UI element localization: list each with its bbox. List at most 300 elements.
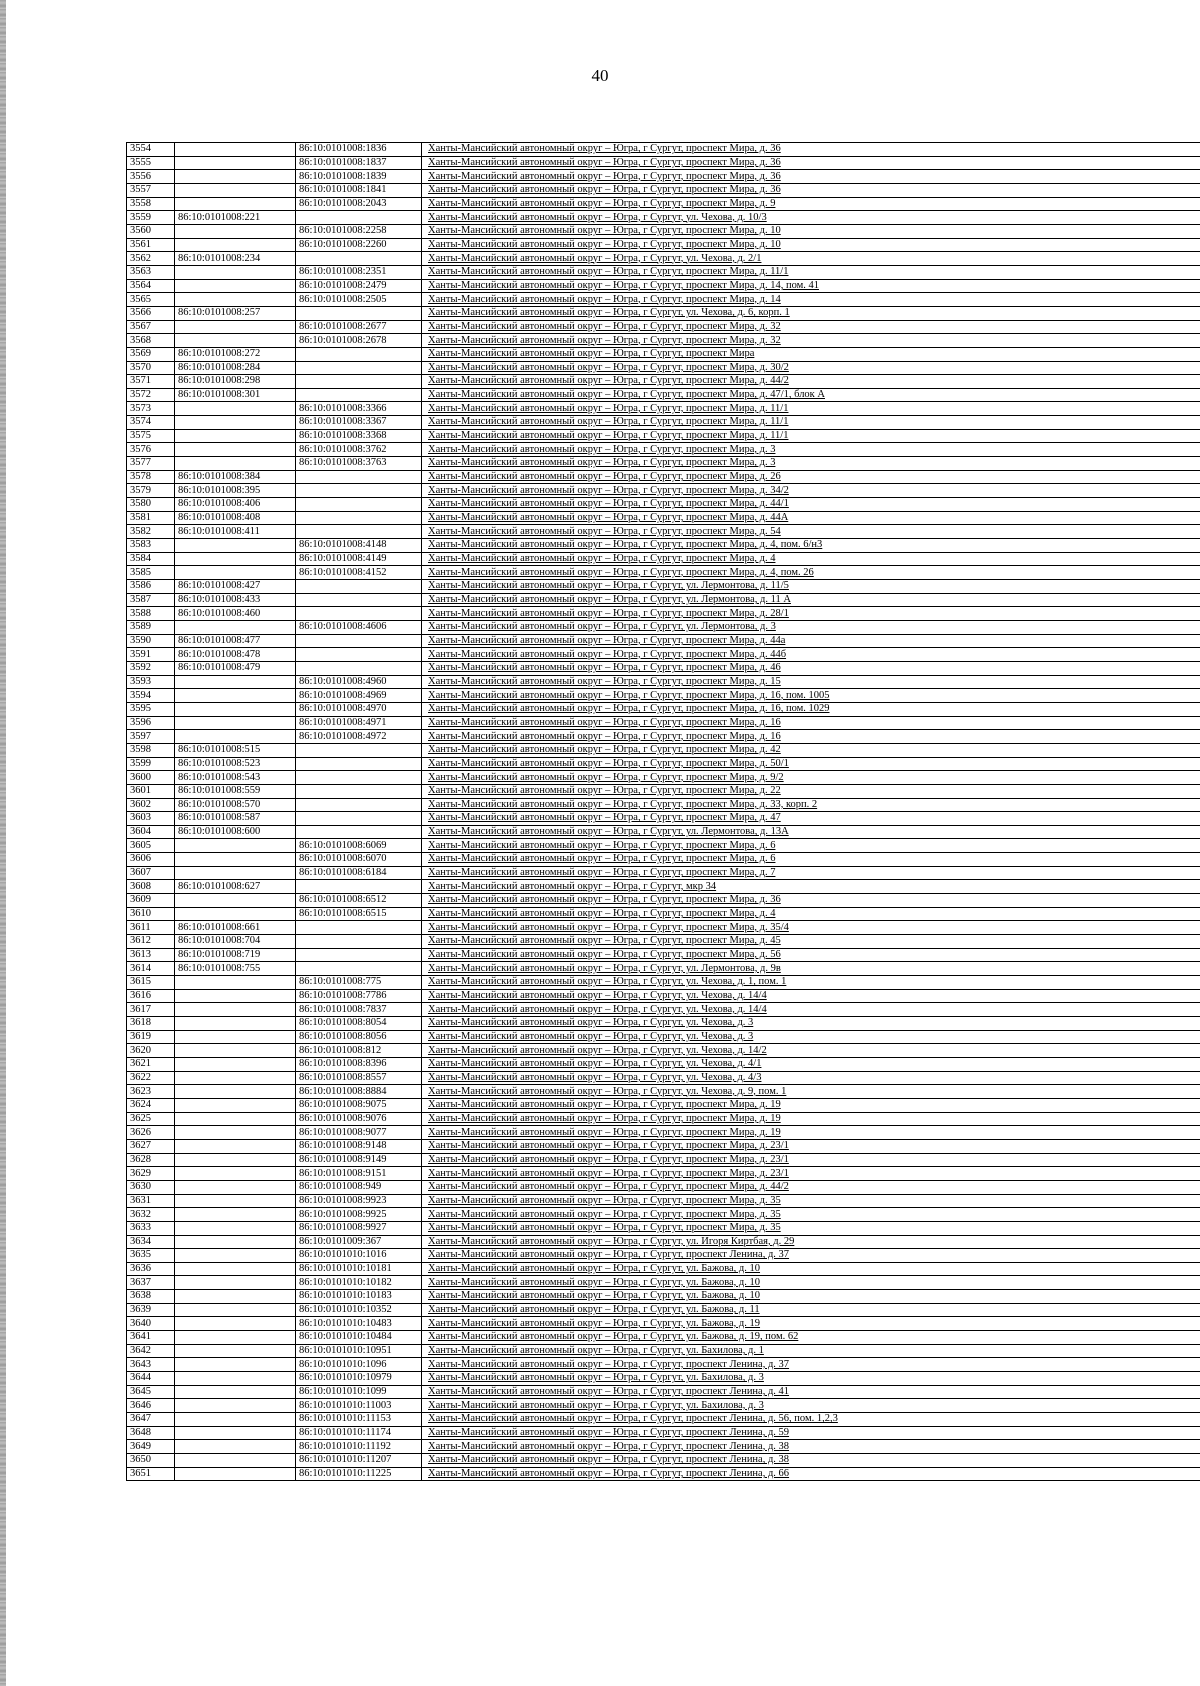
table-row (127, 1153, 1200, 1167)
cadastral-table (126, 142, 1200, 1481)
address: Ханты-Мансийский автономный округ – Югра, г Сургут, проспект Мира, д. 46 (422, 661, 1200, 675)
address: Ханты-Мансийский автономный округ – Югра, г Сургут, ул. Лермонтова, д. 11 А (422, 593, 1200, 607)
land-cadastral-number (175, 1385, 296, 1399)
table-row (127, 1003, 1200, 1017)
table-row (127, 812, 1200, 826)
object-cadastral-number (296, 784, 422, 798)
object-cadastral-number: 86:10:0101008:9149 (296, 1153, 422, 1167)
land-cadastral-number (175, 224, 296, 238)
row-number: 3620 (127, 1044, 175, 1058)
land-cadastral-number (175, 183, 296, 197)
land-cadastral-number (175, 1454, 296, 1468)
address: Ханты-Мансийский автономный округ – Югра, г Сургут, проспект Мира, д. 44/2 (422, 375, 1200, 389)
land-cadastral-number (175, 1030, 296, 1044)
row-number: 3570 (127, 361, 175, 375)
table-row (127, 265, 1200, 279)
table-row (127, 580, 1200, 594)
row-number: 3595 (127, 702, 175, 716)
land-cadastral-number: 86:10:0101008:719 (175, 948, 296, 962)
row-number: 3644 (127, 1372, 175, 1386)
address: Ханты-Мансийский автономный округ – Югра, г Сургут, проспект Мира, д. 35 (422, 1208, 1200, 1222)
land-cadastral-number (175, 1139, 296, 1153)
land-cadastral-number (175, 1249, 296, 1263)
address: Ханты-Мансийский автономный округ – Югра, г Сургут, проспект Ленина, д. 38 (422, 1454, 1200, 1468)
land-cadastral-number (175, 197, 296, 211)
address: Ханты-Мансийский автономный округ – Югра, г Сургут, проспект Мира, д. 15 (422, 675, 1200, 689)
land-cadastral-number: 86:10:0101008:427 (175, 580, 296, 594)
object-cadastral-number: 86:10:0101008:7837 (296, 1003, 422, 1017)
address: Ханты-Мансийский автономный округ – Югра, г Сургут, проспект Мира, д. 44б (422, 648, 1200, 662)
address: Ханты-Мансийский автономный округ – Югра, г Сургут, проспект Мира, д. 9/2 (422, 771, 1200, 785)
land-cadastral-number: 86:10:0101008:570 (175, 798, 296, 812)
table-row (127, 306, 1200, 320)
table-row (127, 1098, 1200, 1112)
table-row (127, 1057, 1200, 1071)
address: Ханты-Мансийский автономный округ – Югра, г Сургут, ул. Чехова, д. 2/1 (422, 252, 1200, 266)
land-cadastral-number (175, 1303, 296, 1317)
address: Ханты-Мансийский автономный округ – Югра, г Сургут, проспект Мира, д. 3 (422, 457, 1200, 471)
land-cadastral-number: 86:10:0101008:478 (175, 648, 296, 662)
address: Ханты-Мансийский автономный округ – Югра, г Сургут, проспект Мира, д. 44А (422, 511, 1200, 525)
object-cadastral-number: 86:10:0101010:1016 (296, 1249, 422, 1263)
table-row (127, 634, 1200, 648)
row-number: 3647 (127, 1413, 175, 1427)
row-number: 3617 (127, 1003, 175, 1017)
row-number: 3623 (127, 1085, 175, 1099)
object-cadastral-number: 86:10:0101008:7786 (296, 989, 422, 1003)
land-cadastral-number (175, 1290, 296, 1304)
row-number: 3594 (127, 689, 175, 703)
object-cadastral-number (296, 361, 422, 375)
row-number: 3554 (127, 143, 175, 157)
table-row (127, 224, 1200, 238)
table-row (127, 279, 1200, 293)
object-cadastral-number (296, 825, 422, 839)
address: Ханты-Мансийский автономный округ – Югра, г Сургут, проспект Мира, д. 47 (422, 812, 1200, 826)
land-cadastral-number (175, 265, 296, 279)
object-cadastral-number: 86:10:0101008:8054 (296, 1017, 422, 1031)
object-cadastral-number: 86:10:0101008:9148 (296, 1139, 422, 1153)
row-number: 3590 (127, 634, 175, 648)
table-row (127, 989, 1200, 1003)
row-number: 3583 (127, 539, 175, 553)
table-row (127, 511, 1200, 525)
land-cadastral-number: 86:10:0101008:523 (175, 757, 296, 771)
object-cadastral-number: 86:10:0101008:9075 (296, 1098, 422, 1112)
object-cadastral-number: 86:10:0101009:367 (296, 1235, 422, 1249)
land-cadastral-number: 86:10:0101008:284 (175, 361, 296, 375)
land-cadastral-number: 86:10:0101008:587 (175, 812, 296, 826)
land-cadastral-number (175, 429, 296, 443)
row-number: 3562 (127, 252, 175, 266)
land-cadastral-number (175, 1358, 296, 1372)
object-cadastral-number: 86:10:0101008:3367 (296, 416, 422, 430)
address: Ханты-Мансийский автономный округ – Югра, г Сургут, проспект Мира, д. 19 (422, 1098, 1200, 1112)
land-cadastral-number: 86:10:0101008:433 (175, 593, 296, 607)
table-row (127, 416, 1200, 430)
row-number: 3579 (127, 484, 175, 498)
address: Ханты-Мансийский автономный округ – Югра, г Сургут, ул. Чехова, д. 6, корп. 1 (422, 306, 1200, 320)
address: Ханты-Мансийский автономный округ – Югра, г Сургут, проспект Мира, д. 26 (422, 470, 1200, 484)
address: Ханты-Мансийский автономный округ – Югра, г Сургут, проспект Мира, д. 19 (422, 1126, 1200, 1140)
object-cadastral-number: 86:10:0101008:2351 (296, 265, 422, 279)
land-cadastral-number (175, 539, 296, 553)
object-cadastral-number (296, 634, 422, 648)
address: Ханты-Мансийский автономный округ – Югра, г Сургут, проспект Мира, д. 19 (422, 1112, 1200, 1126)
table-row (127, 1385, 1200, 1399)
object-cadastral-number: 86:10:0101008:6512 (296, 894, 422, 908)
object-cadastral-number (296, 347, 422, 361)
row-number: 3641 (127, 1331, 175, 1345)
row-number: 3630 (127, 1180, 175, 1194)
object-cadastral-number (296, 812, 422, 826)
land-cadastral-number (175, 1003, 296, 1017)
row-number: 3578 (127, 470, 175, 484)
table-row (127, 170, 1200, 184)
row-number: 3563 (127, 265, 175, 279)
address: Ханты-Мансийский автономный округ – Югра, г Сургут, ул. Бажова, д. 10 (422, 1262, 1200, 1276)
land-cadastral-number (175, 716, 296, 730)
object-cadastral-number: 86:10:0101008:1839 (296, 170, 422, 184)
object-cadastral-number (296, 525, 422, 539)
table-row (127, 1440, 1200, 1454)
row-number: 3582 (127, 525, 175, 539)
row-number: 3556 (127, 170, 175, 184)
table-row (127, 552, 1200, 566)
row-number: 3555 (127, 156, 175, 170)
object-cadastral-number (296, 607, 422, 621)
table-row (127, 1303, 1200, 1317)
object-cadastral-number: 86:10:0101008:1841 (296, 183, 422, 197)
address: Ханты-Мансийский автономный округ – Югра, г Сургут, проспект Мира, д. 45 (422, 935, 1200, 949)
table-row (127, 1317, 1200, 1331)
land-cadastral-number: 86:10:0101008:661 (175, 921, 296, 935)
land-cadastral-number (175, 853, 296, 867)
object-cadastral-number (296, 580, 422, 594)
row-number: 3602 (127, 798, 175, 812)
land-cadastral-number (175, 143, 296, 157)
object-cadastral-number: 86:10:0101008:3368 (296, 429, 422, 443)
object-cadastral-number: 86:10:0101010:10483 (296, 1317, 422, 1331)
land-cadastral-number: 86:10:0101008:234 (175, 252, 296, 266)
land-cadastral-number: 86:10:0101008:515 (175, 743, 296, 757)
row-number: 3631 (127, 1194, 175, 1208)
land-cadastral-number (175, 1167, 296, 1181)
land-cadastral-number (175, 1085, 296, 1099)
object-cadastral-number (296, 484, 422, 498)
address: Ханты-Мансийский автономный округ – Югра, г Сургут, проспект Мира, д. 35 (422, 1221, 1200, 1235)
table-row (127, 566, 1200, 580)
row-number: 3586 (127, 580, 175, 594)
address: Ханты-Мансийский автономный округ – Югра, г Сургут, ул. Лермонтова, д. 13А (422, 825, 1200, 839)
object-cadastral-number: 86:10:0101010:10484 (296, 1331, 422, 1345)
row-number: 3566 (127, 306, 175, 320)
address: Ханты-Мансийский автономный округ – Югра, г Сургут, проспект Мира, д. 4 (422, 552, 1200, 566)
row-number: 3592 (127, 661, 175, 675)
table-row (127, 252, 1200, 266)
address: Ханты-Мансийский автономный округ – Югра, г Сургут, проспект Мира, д. 4, пом. 6/н3 (422, 539, 1200, 553)
table-row (127, 1194, 1200, 1208)
address: Ханты-Мансийский автономный округ – Югра, г Сургут, ул. Бажова, д. 10 (422, 1276, 1200, 1290)
land-cadastral-number: 86:10:0101008:298 (175, 375, 296, 389)
address: Ханты-Мансийский автономный округ – Югра, г Сургут, проспект Мира, д. 23/1 (422, 1167, 1200, 1181)
row-number: 3626 (127, 1126, 175, 1140)
address: Ханты-Мансийский автономный округ – Югра, г Сургут, ул. Чехова, д. 14/4 (422, 989, 1200, 1003)
land-cadastral-number (175, 1180, 296, 1194)
row-number: 3589 (127, 620, 175, 634)
row-number: 3576 (127, 443, 175, 457)
land-cadastral-number (175, 839, 296, 853)
object-cadastral-number (296, 798, 422, 812)
address: Ханты-Мансийский автономный округ – Югра, г Сургут, проспект Мира (422, 347, 1200, 361)
row-number: 3597 (127, 730, 175, 744)
address: Ханты-Мансийский автономный округ – Югра, г Сургут, ул. Чехова, д. 14/2 (422, 1044, 1200, 1058)
table-row (127, 183, 1200, 197)
land-cadastral-number (175, 170, 296, 184)
address: Ханты-Мансийский автономный округ – Югра, г Сургут, ул. Чехова, д. 9, пом. 1 (422, 1085, 1200, 1099)
address: Ханты-Мансийский автономный округ – Югра, г Сургут, проспект Мира, д. 6 (422, 853, 1200, 867)
address: Ханты-Мансийский автономный округ – Югра, г Сургут, проспект Мира, д. 6 (422, 839, 1200, 853)
land-cadastral-number (175, 1440, 296, 1454)
address: Ханты-Мансийский автономный округ – Югра, г Сургут, ул. Бахилова, д. 3 (422, 1372, 1200, 1386)
row-number: 3636 (127, 1262, 175, 1276)
table-row (127, 143, 1200, 157)
object-cadastral-number: 86:10:0101010:11192 (296, 1440, 422, 1454)
table-row (127, 730, 1200, 744)
object-cadastral-number: 86:10:0101008:8396 (296, 1057, 422, 1071)
table-row (127, 880, 1200, 894)
object-cadastral-number: 86:10:0101010:11207 (296, 1454, 422, 1468)
object-cadastral-number: 86:10:0101010:11003 (296, 1399, 422, 1413)
table-row (127, 1030, 1200, 1044)
table-row (127, 375, 1200, 389)
row-number: 3627 (127, 1139, 175, 1153)
table-row (127, 361, 1200, 375)
address: Ханты-Мансийский автономный округ – Югра, г Сургут, проспект Мира, д. 23/1 (422, 1153, 1200, 1167)
table-body (127, 143, 1200, 1481)
address: Ханты-Мансийский автономный округ – Югра, г Сургут, проспект Мира, д. 28/1 (422, 607, 1200, 621)
land-cadastral-number (175, 1017, 296, 1031)
address: Ханты-Мансийский автономный округ – Югра, г Сургут, ул. Чехова, д. 14/4 (422, 1003, 1200, 1017)
object-cadastral-number (296, 306, 422, 320)
table-row (127, 648, 1200, 662)
row-number: 3642 (127, 1344, 175, 1358)
table-row (127, 784, 1200, 798)
land-cadastral-number (175, 1399, 296, 1413)
address: Ханты-Мансийский автономный округ – Югра, г Сургут, проспект Мира, д. 22 (422, 784, 1200, 798)
object-cadastral-number: 86:10:0101010:10979 (296, 1372, 422, 1386)
land-cadastral-number: 86:10:0101008:221 (175, 211, 296, 225)
address: Ханты-Мансийский автономный округ – Югра, г Сургут, проспект Мира, д. 56 (422, 948, 1200, 962)
land-cadastral-number (175, 1208, 296, 1222)
land-cadastral-number (175, 1317, 296, 1331)
object-cadastral-number: 86:10:0101008:6069 (296, 839, 422, 853)
address: Ханты-Мансийский автономный округ – Югра, г Сургут, проспект Мира, д. 16, пом. 1029 (422, 702, 1200, 716)
table-row (127, 470, 1200, 484)
table-row (127, 197, 1200, 211)
address: Ханты-Мансийский автономный округ – Югра, г Сургут, проспект Ленина, д. 37 (422, 1358, 1200, 1372)
table-row (127, 1235, 1200, 1249)
address: Ханты-Мансийский автономный округ – Югра, г Сургут, ул. Лермонтова, д. 9в (422, 962, 1200, 976)
address: Ханты-Мансийский автономный округ – Югра, г Сургут, проспект Мира, д. 44а (422, 634, 1200, 648)
table-row (127, 935, 1200, 949)
land-cadastral-number (175, 320, 296, 334)
table-row (127, 853, 1200, 867)
object-cadastral-number: 86:10:0101010:1096 (296, 1358, 422, 1372)
row-number: 3569 (127, 347, 175, 361)
table-row (127, 702, 1200, 716)
table-row (127, 484, 1200, 498)
land-cadastral-number (175, 402, 296, 416)
table-row (127, 347, 1200, 361)
row-number: 3639 (127, 1303, 175, 1317)
object-cadastral-number (296, 743, 422, 757)
land-cadastral-number: 86:10:0101008:627 (175, 880, 296, 894)
land-cadastral-number (175, 1126, 296, 1140)
row-number: 3608 (127, 880, 175, 894)
land-cadastral-number (175, 566, 296, 580)
object-cadastral-number (296, 511, 422, 525)
address: Ханты-Мансийский автономный округ – Югра, г Сургут, проспект Мира, д. 35/4 (422, 921, 1200, 935)
land-cadastral-number (175, 989, 296, 1003)
land-cadastral-number (175, 1426, 296, 1440)
land-cadastral-number (175, 1112, 296, 1126)
table-row (127, 1454, 1200, 1468)
table-row (127, 388, 1200, 402)
table-row (127, 1372, 1200, 1386)
land-cadastral-number (175, 1262, 296, 1276)
object-cadastral-number: 86:10:0101008:1837 (296, 156, 422, 170)
row-number: 3557 (127, 183, 175, 197)
object-cadastral-number: 86:10:0101010:10951 (296, 1344, 422, 1358)
object-cadastral-number: 86:10:0101008:4971 (296, 716, 422, 730)
object-cadastral-number: 86:10:0101008:812 (296, 1044, 422, 1058)
row-number: 3571 (127, 375, 175, 389)
table-row (127, 1358, 1200, 1372)
row-number: 3632 (127, 1208, 175, 1222)
object-cadastral-number: 86:10:0101010:11153 (296, 1413, 422, 1427)
table-row (127, 716, 1200, 730)
table-row (127, 976, 1200, 990)
object-cadastral-number (296, 935, 422, 949)
row-number: 3588 (127, 607, 175, 621)
table-row (127, 1126, 1200, 1140)
object-cadastral-number: 86:10:0101010:10181 (296, 1262, 422, 1276)
object-cadastral-number: 86:10:0101008:4149 (296, 552, 422, 566)
address: Ханты-Мансийский автономный округ – Югра, г Сургут, проспект Ленина, д. 59 (422, 1426, 1200, 1440)
land-cadastral-number: 86:10:0101008:704 (175, 935, 296, 949)
table-row (127, 948, 1200, 962)
table-row (127, 238, 1200, 252)
land-cadastral-number (175, 1057, 296, 1071)
address: Ханты-Мансийский автономный округ – Югра, г Сургут, проспект Мира, д. 7 (422, 866, 1200, 880)
land-cadastral-number (175, 457, 296, 471)
land-cadastral-number: 86:10:0101008:384 (175, 470, 296, 484)
row-number: 3625 (127, 1112, 175, 1126)
row-number: 3573 (127, 402, 175, 416)
address: Ханты-Мансийский автономный округ – Югра, г Сургут, проспект Мира, д. 16, пом. 1005 (422, 689, 1200, 703)
object-cadastral-number: 86:10:0101008:2479 (296, 279, 422, 293)
table-row (127, 429, 1200, 443)
row-number: 3567 (127, 320, 175, 334)
object-cadastral-number (296, 757, 422, 771)
address: Ханты-Мансийский автономный округ – Югра, г Сургут, ул. Чехова, д. 4/1 (422, 1057, 1200, 1071)
address: Ханты-Мансийский автономный округ – Югра, г Сургут, ул. Чехова, д. 4/3 (422, 1071, 1200, 1085)
land-cadastral-number: 86:10:0101008:408 (175, 511, 296, 525)
row-number: 3584 (127, 552, 175, 566)
object-cadastral-number: 86:10:0101010:10352 (296, 1303, 422, 1317)
row-number: 3622 (127, 1071, 175, 1085)
row-number: 3591 (127, 648, 175, 662)
row-number: 3616 (127, 989, 175, 1003)
address: Ханты-Мансийский автономный округ – Югра, г Сургут, проспект Мира, д. 10 (422, 224, 1200, 238)
object-cadastral-number (296, 593, 422, 607)
object-cadastral-number: 86:10:0101010:1099 (296, 1385, 422, 1399)
land-cadastral-number: 86:10:0101008:395 (175, 484, 296, 498)
object-cadastral-number (296, 375, 422, 389)
land-cadastral-number (175, 1413, 296, 1427)
land-cadastral-number (175, 976, 296, 990)
object-cadastral-number: 86:10:0101008:3763 (296, 457, 422, 471)
address: Ханты-Мансийский автономный округ – Югра, г Сургут, мкр 34 (422, 880, 1200, 894)
row-number: 3606 (127, 853, 175, 867)
address: Ханты-Мансийский автономный округ – Югра, г Сургут, проспект Мира, д. 9 (422, 197, 1200, 211)
address: Ханты-Мансийский автономный округ – Югра, г Сургут, проспект Мира, д. 11/1 (422, 416, 1200, 430)
object-cadastral-number: 86:10:0101008:9925 (296, 1208, 422, 1222)
row-number: 3619 (127, 1030, 175, 1044)
land-cadastral-number: 86:10:0101008:543 (175, 771, 296, 785)
object-cadastral-number: 86:10:0101008:6515 (296, 907, 422, 921)
object-cadastral-number (296, 470, 422, 484)
address: Ханты-Мансийский автономный округ – Югра, г Сургут, проспект Мира, д. 14 (422, 293, 1200, 307)
land-cadastral-number: 86:10:0101008:559 (175, 784, 296, 798)
address: Ханты-Мансийский автономный округ – Югра, г Сургут, проспект Мира, д. 44/2 (422, 1180, 1200, 1194)
address: Ханты-Мансийский автономный округ – Югра, г Сургут, ул. Бажова, д. 11 (422, 1303, 1200, 1317)
address: Ханты-Мансийский автономный округ – Югра, г Сургут, проспект Мира, д. 4 (422, 907, 1200, 921)
table-row (127, 539, 1200, 553)
land-cadastral-number: 86:10:0101008:257 (175, 306, 296, 320)
row-number: 3629 (127, 1167, 175, 1181)
land-cadastral-number (175, 907, 296, 921)
land-cadastral-number (175, 334, 296, 348)
table-row (127, 1139, 1200, 1153)
address: Ханты-Мансийский автономный округ – Югра, г Сургут, проспект Мира, д. 36 (422, 143, 1200, 157)
address: Ханты-Мансийский автономный округ – Югра, г Сургут, проспект Мира, д. 14, пом. 41 (422, 279, 1200, 293)
address: Ханты-Мансийский автономный округ – Югра, г Сургут, проспект Мира, д. 36 (422, 894, 1200, 908)
row-number: 3559 (127, 211, 175, 225)
address: Ханты-Мансийский автономный округ – Югра, г Сургут, проспект Мира, д. 11/1 (422, 429, 1200, 443)
land-cadastral-number (175, 1221, 296, 1235)
land-cadastral-number: 86:10:0101008:755 (175, 962, 296, 976)
land-cadastral-number (175, 1344, 296, 1358)
page-number: 40 (591, 66, 609, 85)
row-number: 3633 (127, 1221, 175, 1235)
row-number: 3574 (127, 416, 175, 430)
table-row (127, 661, 1200, 675)
address: Ханты-Мансийский автономный округ – Югра, г Сургут, проспект Мира, д. 50/1 (422, 757, 1200, 771)
table-row (127, 525, 1200, 539)
table-row (127, 1276, 1200, 1290)
object-cadastral-number: 86:10:0101008:4606 (296, 620, 422, 634)
address: Ханты-Мансийский автономный округ – Югра, г Сургут, проспект Мира, д. 42 (422, 743, 1200, 757)
address: Ханты-Мансийский автономный округ – Югра, г Сургут, проспект Мира, д. 54 (422, 525, 1200, 539)
land-cadastral-number (175, 443, 296, 457)
land-cadastral-number: 86:10:0101008:460 (175, 607, 296, 621)
land-cadastral-number (175, 1098, 296, 1112)
land-cadastral-number (175, 1467, 296, 1481)
table-row (127, 1399, 1200, 1413)
object-cadastral-number: 86:10:0101008:3366 (296, 402, 422, 416)
